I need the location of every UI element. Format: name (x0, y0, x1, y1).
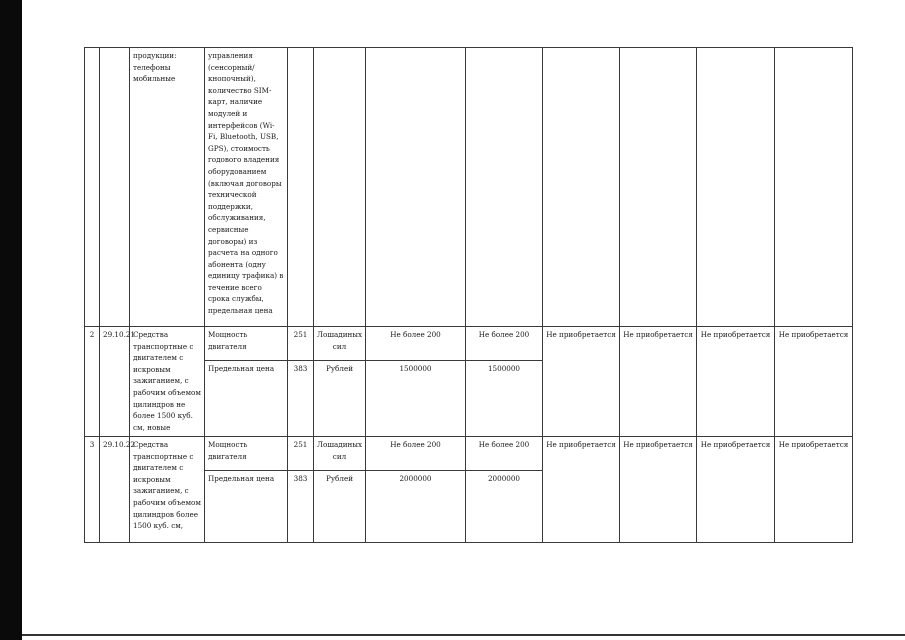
requirements-table (84, 47, 853, 543)
value-1: 2000000 (366, 471, 466, 543)
status-cell (775, 48, 853, 327)
code-cell (100, 48, 130, 327)
char-label: Предельная цена (205, 471, 288, 543)
okpd-code: 29.10.21 (100, 327, 130, 437)
status-cell: Не приобретается (543, 437, 620, 543)
row-number: 2 (85, 327, 100, 437)
unit-cell (314, 48, 366, 327)
char-label: Мощность двигателя (205, 327, 288, 361)
okei-code: 251 (288, 327, 314, 361)
num-cell (85, 48, 100, 327)
okei-code: 383 (288, 471, 314, 543)
okpd-code: 29.10.22 (100, 437, 130, 543)
scan-left-edge (0, 0, 22, 640)
value-2: 1500000 (466, 361, 543, 437)
status-cell: Не приобретается (697, 327, 775, 437)
okei-code: 251 (288, 437, 314, 471)
characteristic-cell: управления (сенсорный/кнопочный), количество SIM-карт, наличие модулей и интерфейсов (Wi-Fi, Bluetooth, USB, GPS), стоимость годового владения оборудованием (включая договоры технической поддержки, обслуживания, сервисные договоры) из расчета на одного абонента (одну единицу трафика) в течение всего срока службы, предельная цена (205, 48, 288, 327)
value-cell (366, 48, 466, 327)
value-2: Не более 200 (466, 437, 543, 471)
scan-bottom-edge (22, 634, 905, 636)
unit-label: Рублей (314, 361, 366, 437)
row-number: 3 (85, 437, 100, 543)
status-cell: Не приобретается (697, 437, 775, 543)
char-label: Мощность двигателя (205, 437, 288, 471)
unit-label: Рублей (314, 471, 366, 543)
item-name: Средства транспортные с двигателем с искровым зажиганием, с рабочим объемом цилиндров более 1500 куб. см, (130, 437, 205, 543)
status-cell: Не приобретается (620, 437, 697, 543)
value-2: 2000000 (466, 471, 543, 543)
char-label: Предельная цена (205, 361, 288, 437)
value-1: 1500000 (366, 361, 466, 437)
value-1: Не более 200 (366, 437, 466, 471)
status-cell: Не приобретается (543, 327, 620, 437)
name-cell: продукции: телефоны мобильные (130, 48, 205, 327)
value-2: Не более 200 (466, 327, 543, 361)
okei-code: 383 (288, 361, 314, 437)
status-cell (543, 48, 620, 327)
okei-code-cell (288, 48, 314, 327)
status-cell (620, 48, 697, 327)
table-row (85, 327, 853, 361)
status-cell (697, 48, 775, 327)
status-cell: Не приобретается (775, 327, 853, 437)
unit-label: Лошадиных сил (314, 437, 366, 471)
table-row-continued (85, 48, 853, 327)
table-row (85, 437, 853, 471)
unit-label: Лошадиных сил (314, 327, 366, 361)
value-cell (466, 48, 543, 327)
status-cell: Не приобретается (775, 437, 853, 543)
value-1: Не более 200 (366, 327, 466, 361)
status-cell: Не приобретается (620, 327, 697, 437)
item-name: Средства транспортные с двигателем с искровым зажиганием, с рабочим объемом цилиндров не более 1500 куб. см, новые (130, 327, 205, 437)
